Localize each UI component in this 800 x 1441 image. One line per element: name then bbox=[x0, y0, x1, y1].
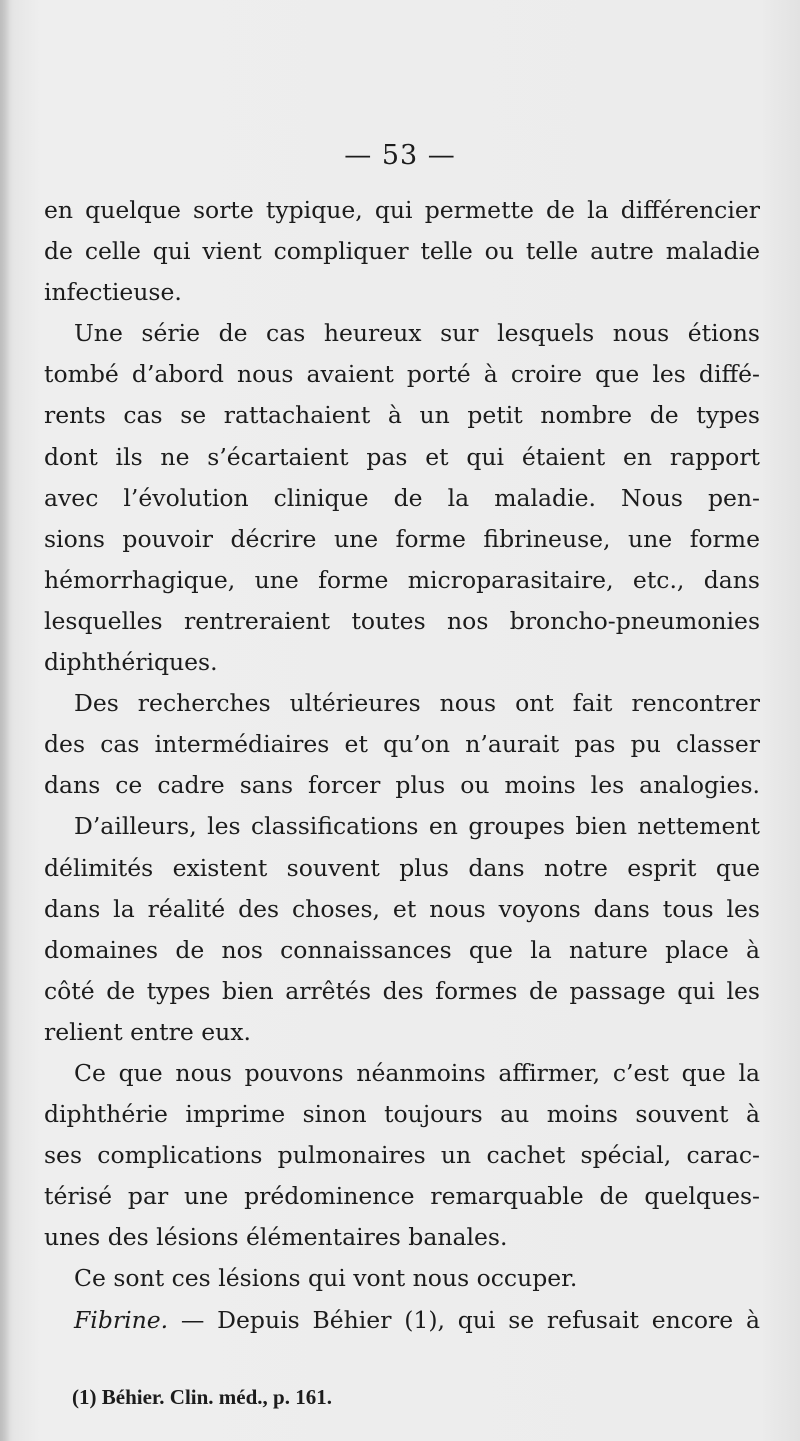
text-line: tombé d’abord nous avaient porté à croire que les diffé- bbox=[44, 360, 760, 389]
text-line: Une série de cas heureux sur lesquels nous étions bbox=[74, 319, 760, 348]
text-line: térisé par une prédominence remarquable de quelques- bbox=[44, 1182, 760, 1211]
text-line: avec l’évolution clinique de la maladie. Nous pen- bbox=[44, 483, 760, 512]
text-line: infectieuse. bbox=[44, 278, 182, 307]
text-line: délimités existent souvent plus dans notre esprit que bbox=[44, 853, 760, 882]
text-line: diphthérie imprime sinon toujours au moins souvent à bbox=[44, 1100, 760, 1129]
text-line: Ce sont ces lésions qui vont nous occuper. bbox=[74, 1264, 578, 1293]
text-line-fibrine bbox=[44, 1300, 760, 1341]
text-line: sions pouvoir décrire une forme fibrineuse, une forme bbox=[44, 524, 760, 553]
text-line: hémorrhagique, une forme microparasitaire, etc., dans bbox=[44, 565, 760, 594]
text-line: Ce que nous pouvons néanmoins affirmer, c’est que la bbox=[74, 1058, 760, 1087]
fibrine-text: — Depuis Béhier (1), qui se refusait encore à bbox=[168, 1305, 760, 1334]
text-line: dont ils ne s’écartaient pas et qui étaient en rapport bbox=[44, 442, 760, 471]
text-line: dans la réalité des choses, et nous voyons dans tous les bbox=[44, 894, 760, 923]
text-line: des cas intermédiaires et qu’on n’aurait pas pu classer bbox=[44, 730, 760, 759]
text-line: domaines de nos connaissances que la nature place à bbox=[44, 935, 760, 964]
text-line: de celle qui vient compliquer telle ou telle autre maladie bbox=[44, 237, 760, 266]
text-line: diphthériques. bbox=[44, 648, 218, 677]
text-line: côté de types bien arrêtés des formes de passage qui les bbox=[44, 976, 760, 1005]
text-line: lesquelles rentreraient toutes nos broncho-pneumonies bbox=[44, 606, 760, 635]
section-heading-fibrine: Fibrine. bbox=[74, 1305, 169, 1334]
text-line: Des recherches ultérieures nous ont fait rencontrer bbox=[74, 689, 760, 718]
text-line: relient entre eux. bbox=[44, 1017, 251, 1046]
page-number: — 53 — bbox=[344, 140, 456, 171]
text-line: ses complications pulmonaires un cachet spécial, carac- bbox=[44, 1141, 760, 1170]
body-text bbox=[44, 190, 760, 1341]
footnote: (1) Béhier. Clin. méd., p. 161. bbox=[72, 1385, 332, 1409]
text-line: D’ailleurs, les classifications en groupes bien nettement bbox=[74, 812, 760, 841]
text-line: dans ce cadre sans forcer plus ou moins les analogies. bbox=[44, 771, 760, 800]
text-line: en quelque sorte typique, qui permette de la différencier bbox=[44, 196, 760, 224]
text-line: unes des lésions élémentaires banales. bbox=[44, 1223, 508, 1252]
text-line: rents cas se rattachaient à un petit nombre de types bbox=[44, 401, 760, 430]
page-edge-shadow bbox=[0, 0, 10, 1441]
